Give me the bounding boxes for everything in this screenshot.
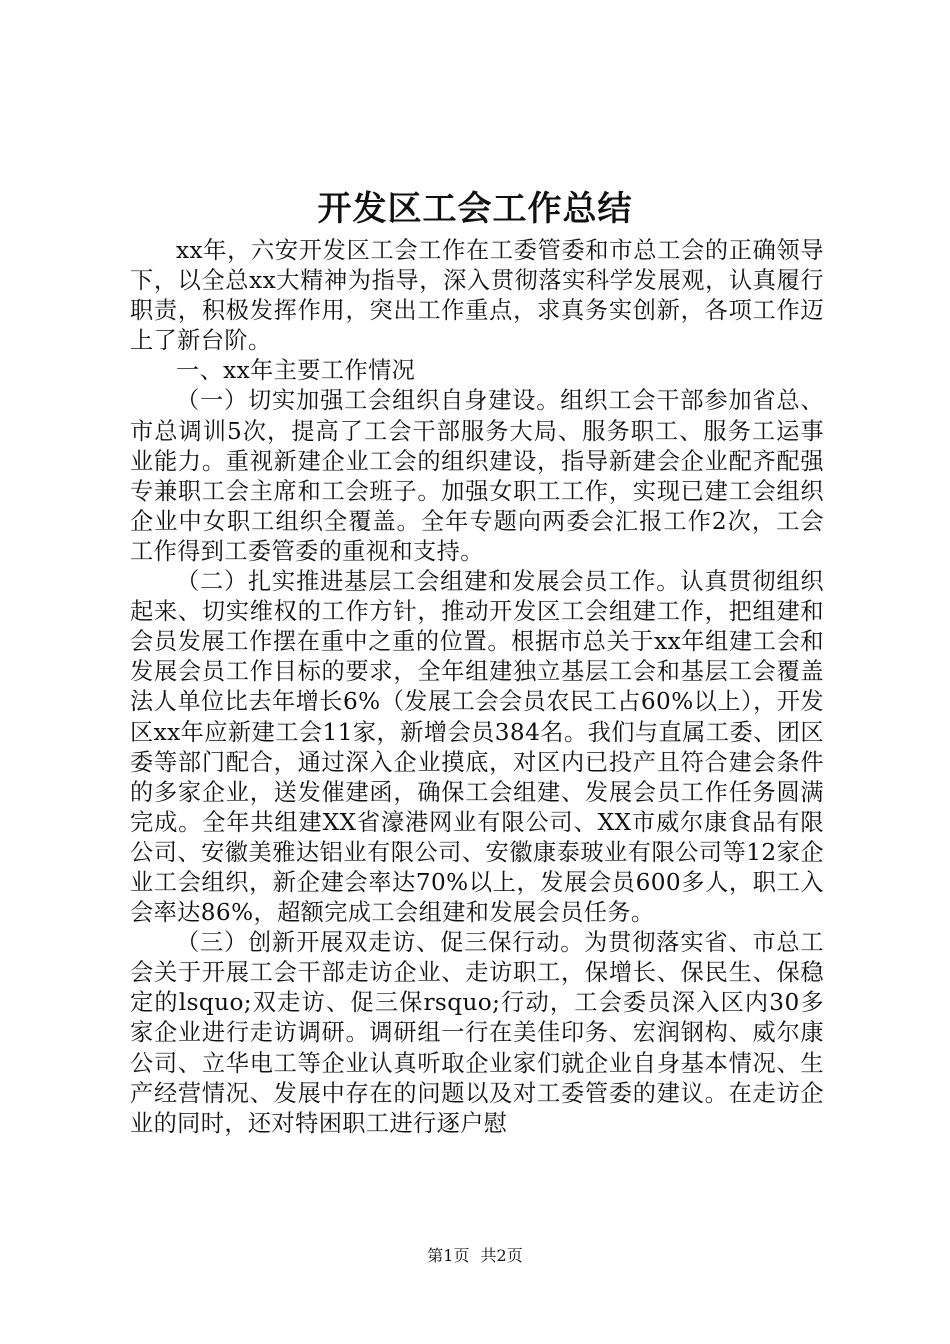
page-footer [0, 1244, 950, 1268]
paragraph-section-3: （三）创新开展双走访、促三保行动。为贯彻落实省、市总工会关于开展工会干部走访企业、走访职工，保增长、保民生、保稳定的lsquo;双走访、促三保rsquo;行动，工会委员深入区内30多家企业进行走访调研。调研组一行在美佳印务、宏润钢构、威尔康公司、立华电工等企业认真听取企业家们就企业自身基本情况、生产经营情况、发展中存在的问题以及对工委管委的建议。在走访企业的同时，还对特困职工进行逐户慰 [130, 929, 824, 1137]
paragraph-intro: xx年，六安开发区工会工作在工委管委和市总工会的正确领导下，以全总xx大精神为指导，深入贯彻落实科学发展观，认真履行职责，积极发挥作用，突出工作重点，求真务实创新，各项工作迈上了新台阶。 [130, 237, 824, 355]
paragraph-section-2: （二）扎实推进基层工会组建和发展会员工作。认真贯彻组织起来、切实维权的工作方针，推动开发区工会组建工作，把组建和会员发展工作摆在重中之重的位置。根据市总关于xx年组建工会和发展会员工作目标的要求，全年组建独立基层工会和基层工会覆盖法人单位比去年增长6%（发展工会会员农民工占60%以上），开发区xx年应新建工会11家，新增会员384名。我们与直属工委、团区委等部门配合，通过深入企业摸底，对区内已投产且符合建会条件的多家企业，送发催建函，确保工会组建、发展会员工作任务圆满完成。全年共组建XX省濠港网业有限公司、XX市威尔康食品有限公司、安徽美雅达铝业有限公司、安徽康泰玻业有限公司等12家企业工会组织，新企建会率达70%以上，发展会员600多人，职工入会率达86%，超额完成工会组建和发展会员任务。 [130, 568, 824, 927]
page-number: 第1页 [427, 1246, 470, 1265]
section-heading: 一、xx年主要工作情况 [176, 357, 416, 385]
document-title: 开发区工会工作总结 [317, 189, 633, 229]
page-total: 共2页 [480, 1246, 523, 1265]
document-body [130, 236, 824, 1139]
paragraph-section-1: （一）切实加强工会组织自身建设。组织工会干部参加省总、市总调训5次，提高了工会干部服务大局、服务职工、服务工运事业能力。重视新建企业工会的组织建设，指导新建会企业配齐配强专兼职工会主席和工会班子。加强女职工工作，实现已建工会组织企业中女职工组织全覆盖。全年专题向两委会汇报工作2次，工会工作得到工委管委的重视和支持。 [130, 387, 824, 565]
